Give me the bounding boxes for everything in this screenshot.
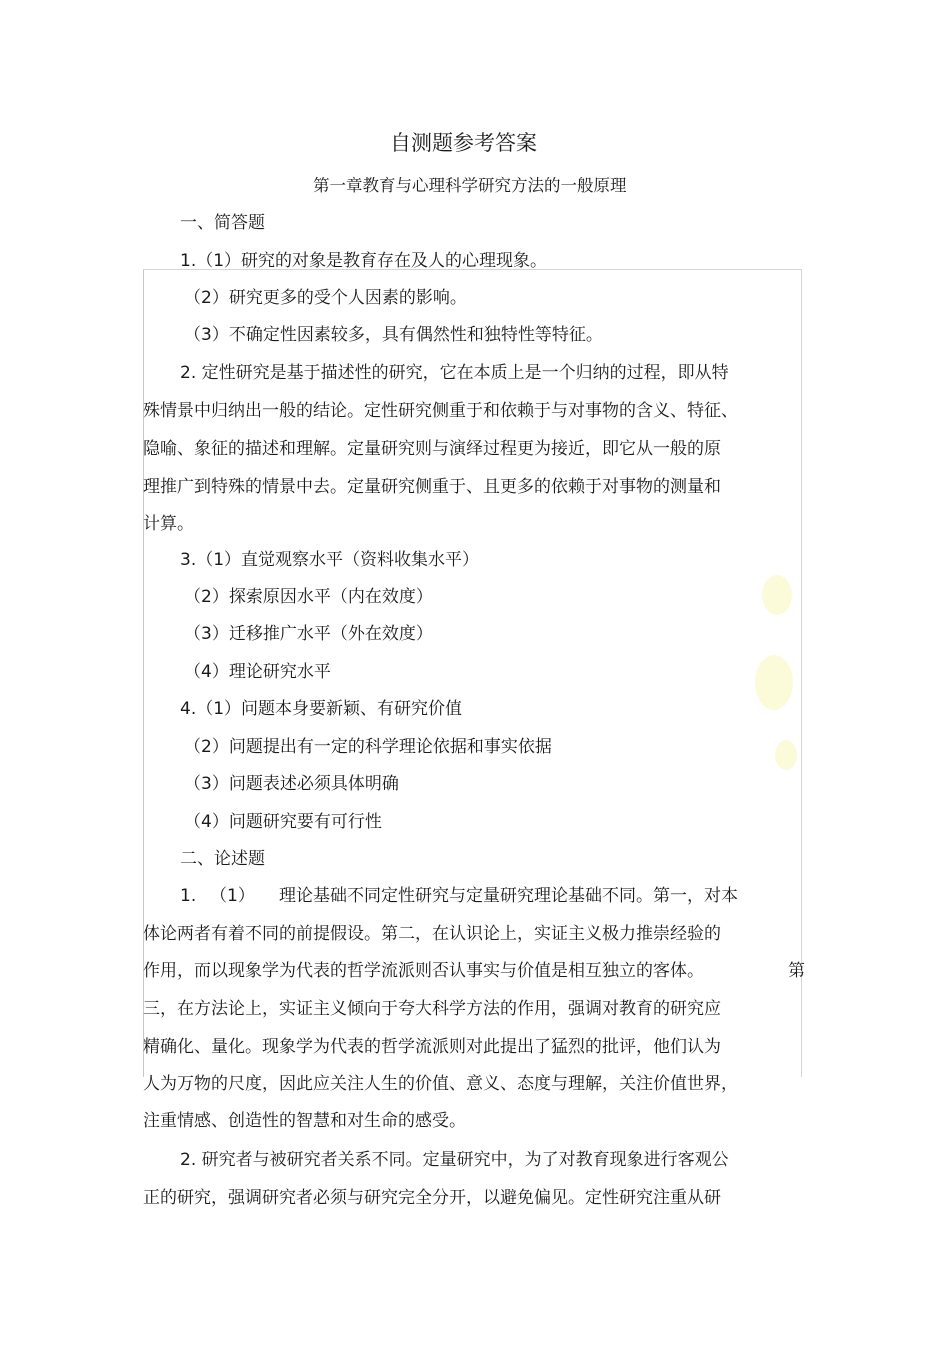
section-heading-short-answer: 一、简答题 (180, 213, 265, 233)
essay-line: 2. 研究者与被研究者关系不同。定量研究中，为了对教育现象进行客观公 (180, 1150, 729, 1170)
answer-line: 3.（1）直觉观察水平（资料收集水平） (180, 550, 480, 570)
essay-line: 正的研究，强调研究者必须与研究完全分开，以避免偏见。定性研究注重从研 (143, 1188, 721, 1208)
essay-line: 精确化、量化。现象学为代表的哲学流派则对此提出了猛烈的批评，他们认为 (143, 1037, 721, 1057)
essay-sub-number: （1） (210, 886, 255, 906)
answer-line: 2. 定性研究是基于描述性的研究，它在本质上是一个归纳的过程，即从特 (180, 363, 729, 383)
essay-line: 理论基础不同定性研究与定量研究理论基础不同。第一，对本 (279, 886, 738, 906)
scan-stain (775, 740, 797, 770)
essay-line: 三，在方法论上，实证主义倾向于夸大科学方法的作用，强调对教育的研究应 (143, 999, 721, 1019)
answer-line: （3）不确定性因素较多，具有偶然性和独特性等特征。 (184, 325, 603, 345)
essay-line: 作用，而以现象学为代表的哲学流派则否认事实与价值是相互独立的客体。 (143, 961, 704, 981)
answer-line: （4）理论研究水平 (184, 662, 331, 682)
answer-line: 1.（1）研究的对象是教育存在及人的心理现象。 (180, 251, 548, 271)
scan-stain (755, 655, 793, 710)
chapter-title: 第一章教育与心理科学研究方法的一般原理 (313, 176, 627, 195)
essay-line: 体论两者有着不同的前提假设。第二，在认识论上，实证主义极力推崇经验的 (143, 924, 721, 944)
answer-line: 理推广到特殊的情景中去。定量研究侧重于、且更多的依赖于对事物的测量和 (143, 477, 721, 497)
page-title: 自测题参考答案 (390, 131, 537, 155)
answer-line: 计算。 (143, 514, 194, 534)
answer-line: （2）探索原因水平（内在效度） (184, 587, 433, 607)
answer-line: （3）迁移推广水平（外在效度） (184, 624, 433, 644)
essay-line: 人为万物的尺度，因此应关注人生的价值、意义、态度与理解，关注价值世界， (143, 1074, 738, 1094)
essay-line-tail: 第 (788, 961, 805, 981)
answer-line: （2）研究更多的受个人因素的影响。 (184, 288, 467, 308)
section-heading-essay: 二、论述题 (180, 849, 265, 869)
essay-line: 注重情感、创造性的智慧和对生命的感受。 (143, 1111, 466, 1131)
answer-line: （2）问题提出有一定的科学理论依据和事实依据 (184, 737, 552, 757)
essay-number: 1. (180, 886, 197, 906)
answer-line: （4）问题研究要有可行性 (184, 812, 382, 832)
answer-line: 隐喻、象征的描述和理解。定量研究则与演绎过程更为接近，即它从一般的原 (143, 439, 721, 459)
answer-line: 4.（1）问题本身要新颖、有研究价值 (180, 699, 463, 719)
answer-line: （3）问题表述必须具体明确 (184, 774, 399, 794)
answer-line: 殊情景中归纳出一般的结论。定性研究侧重于和依赖于与对事物的含义、特征、 (143, 401, 738, 421)
scan-stain (762, 575, 792, 615)
